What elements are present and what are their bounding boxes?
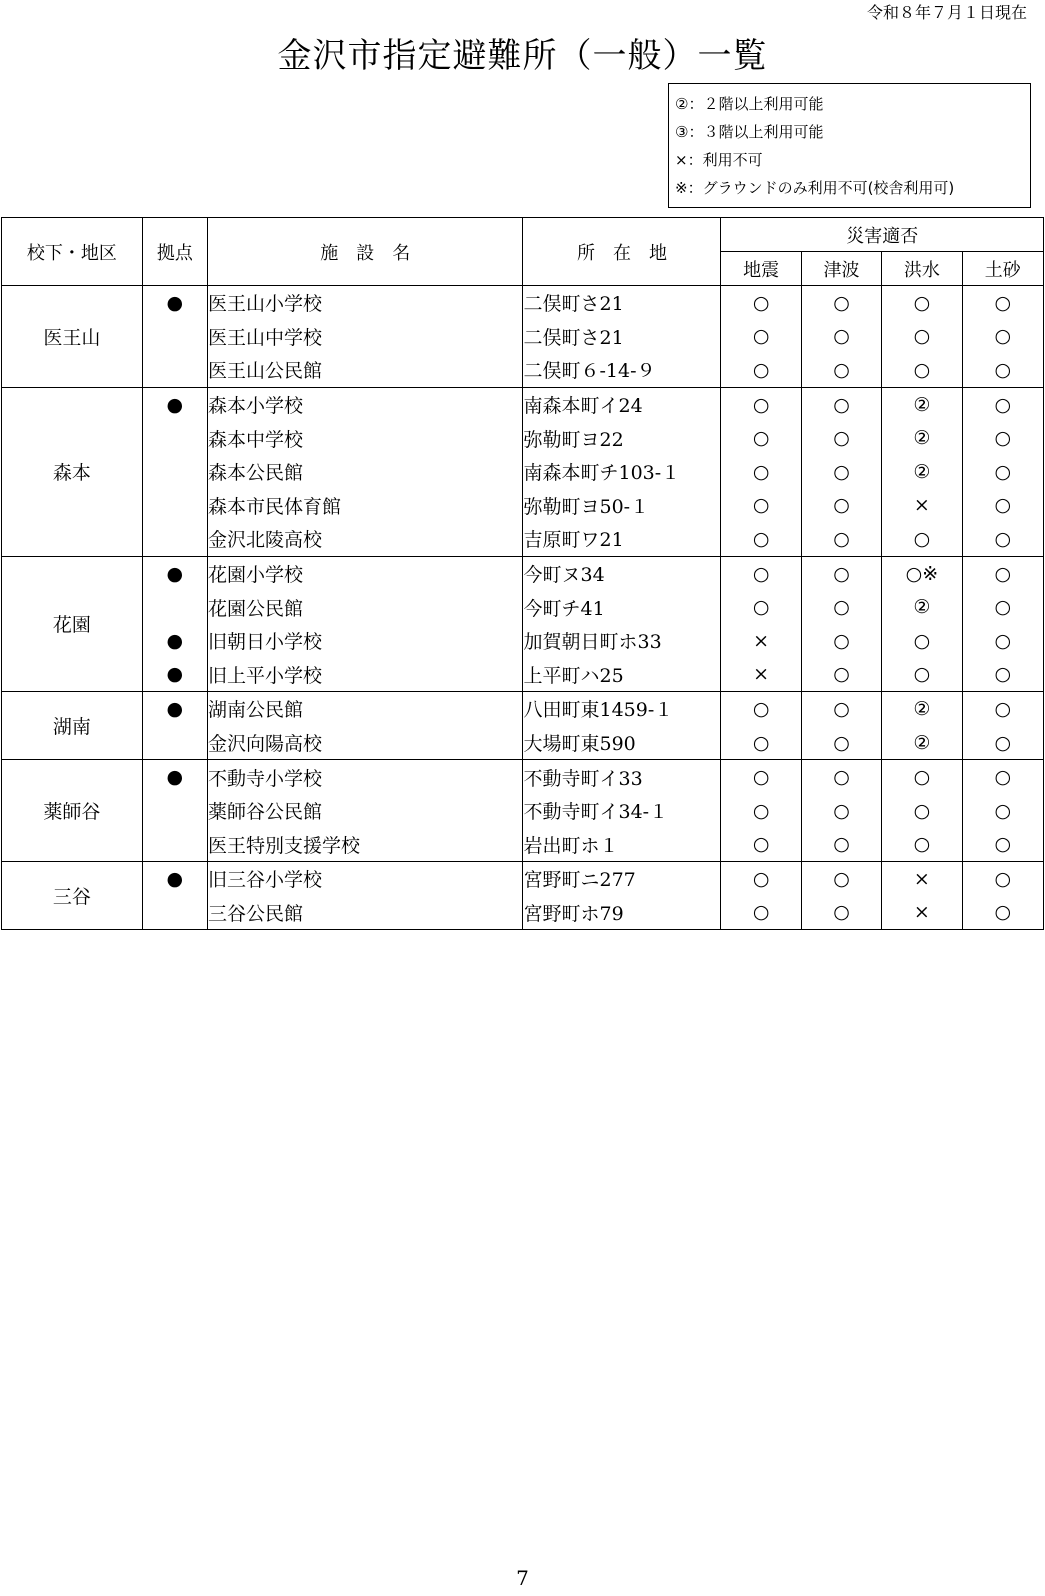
as-of-date: 令和８年７月１日現在 [866, 3, 1027, 22]
facility-name: 森本小学校 [207, 387, 523, 421]
landslide-mark: ○ [962, 828, 1043, 862]
base-marker [142, 828, 207, 862]
facility-address: 宮野町ホ79 [523, 896, 721, 930]
earthquake-mark: ○ [721, 421, 801, 455]
table-row [2, 489, 1044, 523]
flood-mark: ○ [882, 286, 962, 320]
tsunami-mark: ○ [801, 624, 881, 658]
landslide-mark: ○ [962, 658, 1043, 692]
table-row [2, 421, 1044, 455]
earthquake-mark: ○ [721, 556, 801, 590]
landslide-mark: ○ [962, 692, 1043, 726]
landslide-mark: ○ [962, 387, 1043, 421]
landslide-mark: ○ [962, 590, 1043, 624]
facility-address: 弥勒町ヨ50-１ [523, 489, 721, 523]
earthquake-mark: ○ [721, 387, 801, 421]
tsunami-mark: ○ [801, 387, 881, 421]
earthquake-mark: × [721, 624, 801, 658]
facility-address: 南森本町チ103-１ [523, 455, 721, 489]
flood-mark: × [882, 862, 962, 896]
facility-name: 旧上平小学校 [207, 658, 523, 692]
earthquake-mark: ○ [721, 489, 801, 523]
facility-address: 不動寺町イ34-１ [523, 794, 721, 828]
facility-name: 三谷公民館 [207, 896, 523, 930]
base-marker [142, 421, 207, 455]
flood-mark: ○ [882, 624, 962, 658]
table-row [2, 556, 1044, 590]
facility-address: 今町チ41 [523, 590, 721, 624]
facility-address: 上平町ハ25 [523, 658, 721, 692]
flood-mark: ○ [882, 320, 962, 354]
header-base: 拠点 [142, 218, 207, 286]
base-marker: ● [142, 862, 207, 896]
facility-name: 森本中学校 [207, 421, 523, 455]
tsunami-mark: ○ [801, 556, 881, 590]
base-marker [142, 455, 207, 489]
landslide-mark: ○ [962, 862, 1043, 896]
area-cell: 湖南 [2, 692, 143, 760]
earthquake-mark: ○ [721, 828, 801, 862]
facility-name: 不動寺小学校 [207, 760, 523, 794]
landslide-mark: ○ [962, 522, 1043, 556]
landslide-mark: ○ [962, 794, 1043, 828]
landslide-mark: ○ [962, 624, 1043, 658]
header-address: 所 在 地 [523, 218, 721, 286]
earthquake-mark: ○ [721, 896, 801, 930]
facility-address: 岩出町ホ１ [523, 828, 721, 862]
flood-mark: ② [882, 421, 962, 455]
header-flood: 洪水 [882, 252, 962, 286]
flood-mark: ② [882, 692, 962, 726]
earthquake-mark: ○ [721, 692, 801, 726]
legend-box [668, 83, 1031, 208]
landslide-mark: ○ [962, 421, 1043, 455]
landslide-mark: ○ [962, 896, 1043, 930]
facility-address: 宮野町ニ277 [523, 862, 721, 896]
tsunami-mark: ○ [801, 862, 881, 896]
table-row [2, 896, 1044, 930]
legend-item: ※：グラウンドのみ利用不可(校舎利用可) [675, 179, 955, 197]
landslide-mark: ○ [962, 320, 1043, 354]
page-number: 7 [516, 1566, 529, 1590]
table-row [2, 760, 1044, 794]
facility-address: 弥勒町ヨ22 [523, 421, 721, 455]
header-disaster-suitability: 災害適否 [721, 218, 1044, 252]
facility-name: 湖南公民館 [207, 692, 523, 726]
landslide-mark: ○ [962, 286, 1043, 320]
earthquake-mark: ○ [721, 320, 801, 354]
header-area: 校下・地区 [2, 218, 143, 286]
header-landslide: 土砂 [962, 252, 1043, 286]
tsunami-mark: ○ [801, 726, 881, 760]
earthquake-mark: ○ [721, 286, 801, 320]
tsunami-mark: ○ [801, 286, 881, 320]
earthquake-mark: ○ [721, 522, 801, 556]
table-row [2, 692, 1044, 726]
landslide-mark: ○ [962, 760, 1043, 794]
table-row [2, 590, 1044, 624]
facility-name: 医王特別支援学校 [207, 828, 523, 862]
table-row [2, 726, 1044, 760]
tsunami-mark: ○ [801, 658, 881, 692]
table-row [2, 353, 1044, 387]
facility-name: 森本市民体育館 [207, 489, 523, 523]
flood-mark: ② [882, 590, 962, 624]
facility-address: 吉原町ワ21 [523, 522, 721, 556]
flood-mark: ○※ [882, 556, 962, 590]
facility-name: 旧三谷小学校 [207, 862, 523, 896]
earthquake-mark: ○ [721, 455, 801, 489]
area-cell: 森本 [2, 387, 143, 556]
table-row [2, 658, 1044, 692]
tsunami-mark: ○ [801, 590, 881, 624]
earthquake-mark: ○ [721, 862, 801, 896]
flood-mark: ○ [882, 794, 962, 828]
table-body [2, 286, 1044, 930]
earthquake-mark: ○ [721, 794, 801, 828]
facility-address: 二俣町さ21 [523, 320, 721, 354]
facility-name: 医王山中学校 [207, 320, 523, 354]
base-marker: ● [142, 387, 207, 421]
facility-address: 南森本町イ24 [523, 387, 721, 421]
table-row [2, 320, 1044, 354]
header-earthquake: 地震 [721, 252, 801, 286]
base-marker: ● [142, 556, 207, 590]
table-row [2, 286, 1044, 320]
facility-address: 二俣町さ21 [523, 286, 721, 320]
flood-mark: ○ [882, 353, 962, 387]
table-row [2, 794, 1044, 828]
tsunami-mark: ○ [801, 760, 881, 794]
base-marker [142, 726, 207, 760]
facility-address: 八田町東1459-１ [523, 692, 721, 726]
base-marker [142, 320, 207, 354]
landslide-mark: ○ [962, 455, 1043, 489]
landslide-mark: ○ [962, 489, 1043, 523]
table-row [2, 624, 1044, 658]
header-facility-name: 施 設 名 [207, 218, 523, 286]
facility-name: 森本公民館 [207, 455, 523, 489]
table-row [2, 522, 1044, 556]
flood-mark: × [882, 896, 962, 930]
flood-mark: ○ [882, 828, 962, 862]
flood-mark: ○ [882, 760, 962, 794]
header-tsunami: 津波 [801, 252, 881, 286]
table-row [2, 828, 1044, 862]
facility-address: 不動寺町イ33 [523, 760, 721, 794]
facility-name: 医王山公民館 [207, 353, 523, 387]
facility-name: 薬師谷公民館 [207, 794, 523, 828]
base-marker: ● [142, 658, 207, 692]
flood-mark: ② [882, 455, 962, 489]
earthquake-mark: ○ [721, 726, 801, 760]
legend-item: ×：利用不可 [675, 151, 763, 169]
tsunami-mark: ○ [801, 896, 881, 930]
base-marker: ● [142, 760, 207, 794]
page-title: 金沢市指定避難所（一般）一覧 [277, 36, 768, 76]
tsunami-mark: ○ [801, 353, 881, 387]
flood-mark: ② [882, 387, 962, 421]
flood-mark: ○ [882, 522, 962, 556]
facility-name: 医王山小学校 [207, 286, 523, 320]
base-marker [142, 489, 207, 523]
base-marker: ● [142, 624, 207, 658]
facility-address: 大場町東590 [523, 726, 721, 760]
facility-address: 加賀朝日町ホ33 [523, 624, 721, 658]
facility-address: 今町ヌ34 [523, 556, 721, 590]
earthquake-mark: ○ [721, 353, 801, 387]
area-cell: 医王山 [2, 286, 143, 388]
flood-mark: ○ [882, 658, 962, 692]
landslide-mark: ○ [962, 726, 1043, 760]
base-marker: ● [142, 286, 207, 320]
tsunami-mark: ○ [801, 794, 881, 828]
facility-name: 旧朝日小学校 [207, 624, 523, 658]
table-row [2, 862, 1044, 896]
facility-name: 花園公民館 [207, 590, 523, 624]
base-marker [142, 590, 207, 624]
base-marker [142, 896, 207, 930]
legend-item: ③：３階以上利用可能 [675, 123, 824, 141]
landslide-mark: ○ [962, 556, 1043, 590]
legend-item: ②：２階以上利用可能 [675, 95, 824, 113]
flood-mark: ② [882, 726, 962, 760]
facility-name: 花園小学校 [207, 556, 523, 590]
earthquake-mark: × [721, 658, 801, 692]
base-marker [142, 353, 207, 387]
area-cell: 薬師谷 [2, 760, 143, 862]
earthquake-mark: ○ [721, 760, 801, 794]
tsunami-mark: ○ [801, 828, 881, 862]
tsunami-mark: ○ [801, 692, 881, 726]
table-row [2, 455, 1044, 489]
facility-name: 金沢北陵高校 [207, 522, 523, 556]
tsunami-mark: ○ [801, 455, 881, 489]
landslide-mark: ○ [962, 353, 1043, 387]
area-cell: 三谷 [2, 862, 143, 930]
tsunami-mark: ○ [801, 421, 881, 455]
area-cell: 花園 [2, 556, 143, 691]
table-row [2, 387, 1044, 421]
facility-address: 二俣町６-14-９ [523, 353, 721, 387]
earthquake-mark: ○ [721, 590, 801, 624]
base-marker [142, 794, 207, 828]
tsunami-mark: ○ [801, 489, 881, 523]
shelter-table [1, 217, 1044, 930]
base-marker: ● [142, 692, 207, 726]
flood-mark: × [882, 489, 962, 523]
base-marker [142, 522, 207, 556]
facility-name: 金沢向陽高校 [207, 726, 523, 760]
tsunami-mark: ○ [801, 320, 881, 354]
tsunami-mark: ○ [801, 522, 881, 556]
